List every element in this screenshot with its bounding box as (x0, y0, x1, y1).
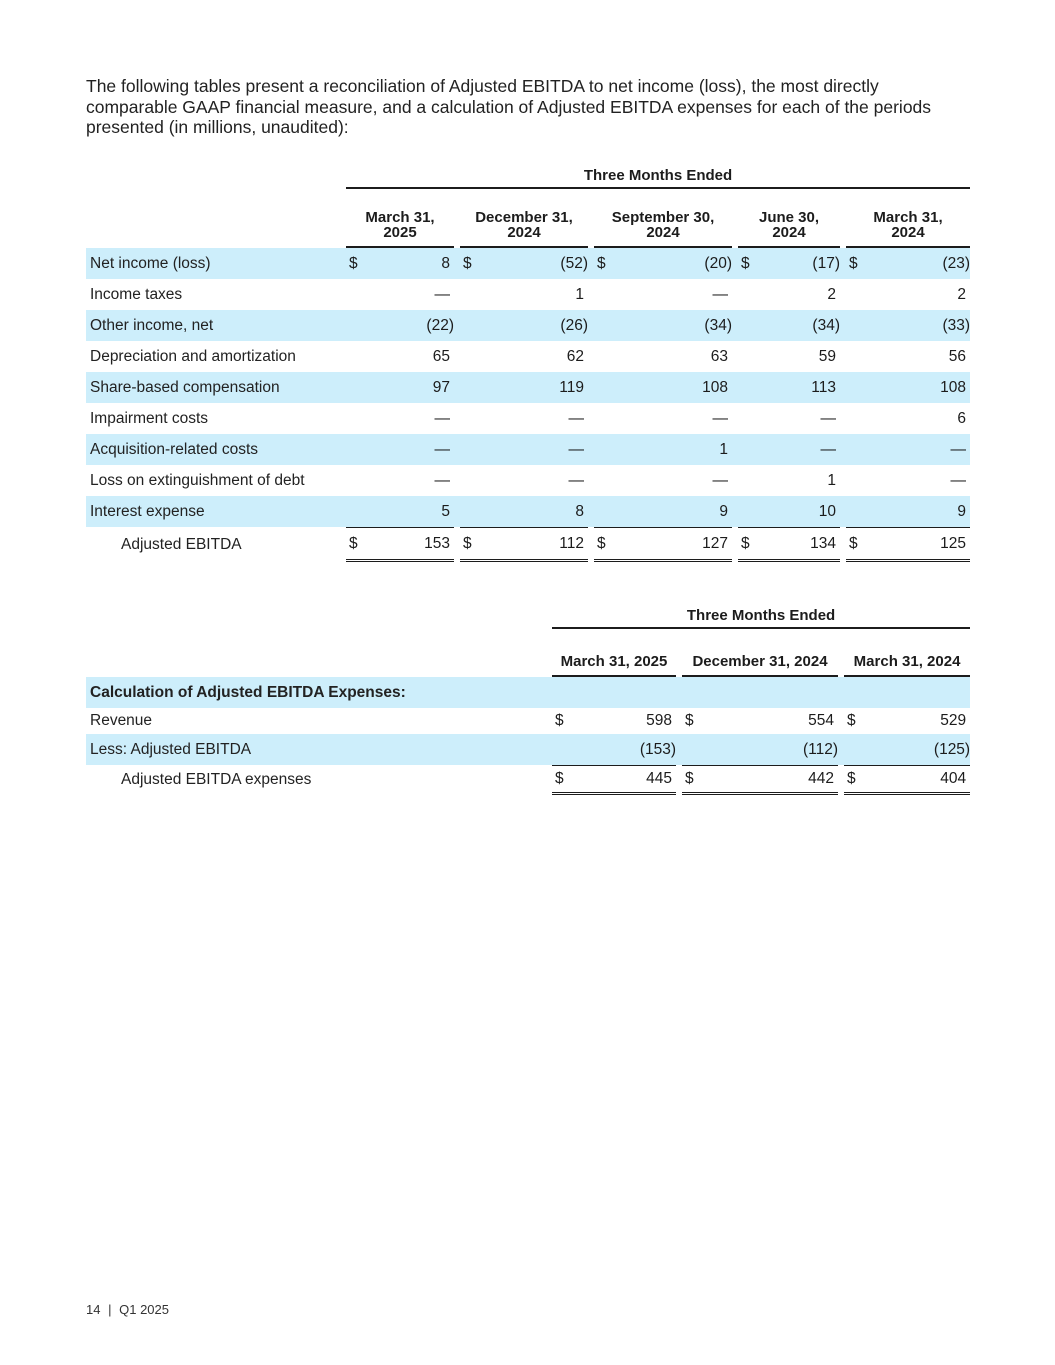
column-header: March 31, 2025 (552, 629, 676, 677)
adjusted-ebitda-reconciliation-table (86, 158, 970, 562)
column-header: September 30, 2024 (594, 189, 732, 248)
table-row: Depreciation and amortization 65 62 63 59 56 (90, 347, 967, 365)
adjusted-ebitda-expenses-table (86, 598, 970, 795)
report-period: Q1 2025 (119, 1302, 169, 1317)
table-row: Net income (loss) $ 8 $ (52) $ (20) $ (17) $ (23) (86, 248, 970, 279)
table-row: Revenue $ 598 $ 554 $ 529 (90, 712, 967, 729)
table-row: Impairment costs — — — — 6 (90, 409, 967, 427)
table-row: Acquisition-related costs — — 1 — — (86, 434, 970, 465)
column-header: June 30, 2024 (738, 189, 840, 248)
intro-paragraph: The following tables present a reconciliation of Adjusted EBITDA to net income (loss), the most directly comparable GAAP financial measure, and a calculation of Adjusted EBITDA expenses for each of the periods presented (in millions, unaudited): (86, 76, 932, 137)
total-row: Adjusted EBITDA expenses $ 445 $ 442 $ 404 (86, 765, 970, 795)
total-row: Adjusted EBITDA $ 153 $ 112 $ 127 $ 134 $ 125 (86, 527, 970, 562)
page-number: 14 (86, 1302, 101, 1317)
table-row: Income taxes — 1 — 2 2 (90, 285, 967, 303)
column-header: March 31, 2025 (346, 189, 454, 248)
table-row: Loss on extinguishment of debt — — — 1 — (90, 471, 967, 489)
page-footer (86, 1302, 169, 1317)
column-header: March 31, 2024 (846, 189, 970, 248)
group-header: Three Months Ended (346, 158, 970, 189)
table-row: Interest expense 5 8 9 10 9 (86, 496, 970, 527)
section-header-row: Calculation of Adjusted EBITDA Expenses: (86, 677, 970, 708)
table-row: Less: Adjusted EBITDA (153) (112) (125) (86, 734, 970, 765)
table-row: Share-based compensation 97 119 108 113 108 (86, 372, 970, 403)
column-header: December 31, 2024 (682, 629, 838, 677)
table-row: Other income, net (22) (26) (34) (34) (33) (86, 310, 970, 341)
group-header: Three Months Ended (552, 598, 970, 629)
footer-separator: | (108, 1302, 112, 1317)
column-header: March 31, 2024 (844, 629, 970, 677)
column-header: December 31, 2024 (460, 189, 588, 248)
